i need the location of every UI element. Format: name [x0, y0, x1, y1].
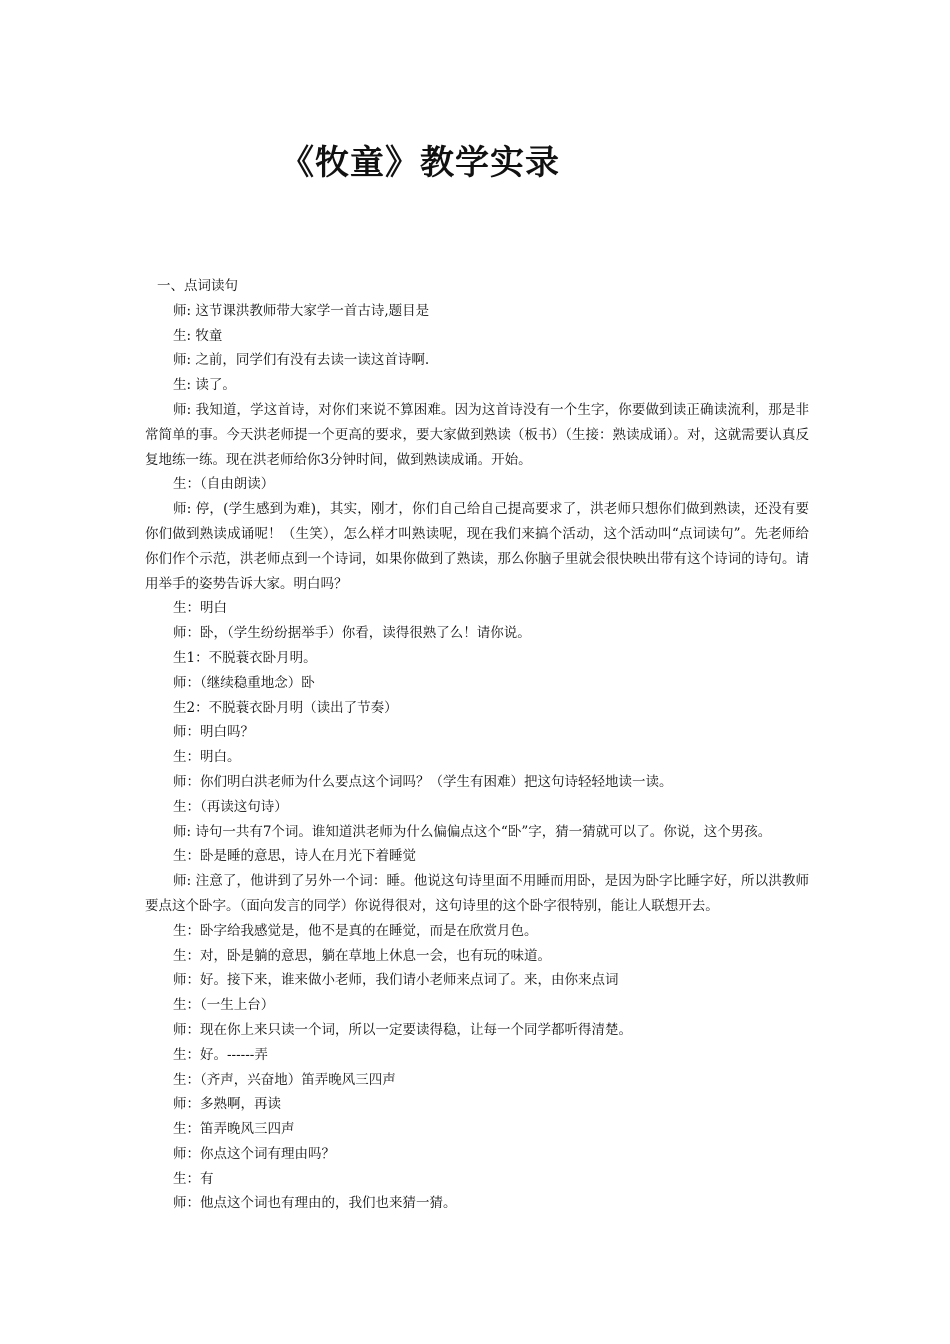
dialogue-paragraph: 生：好。------弄	[173, 1046, 268, 1063]
dialogue-paragraph: 生：卧字给我感觉是，他不是真的在睡觉，而是在欣赏月色。	[173, 922, 538, 939]
dialogue-paragraph: 师: 诗句一共有7个词。谁知道洪老师为什么偏偏点这个“卧”字，猜一猜就可以了。你说，这个男孩。	[173, 823, 772, 840]
document-body	[145, 274, 809, 1216]
dialogue-paragraph: 生：笛弄晚风三四声	[173, 1121, 295, 1138]
dialogue-paragraph: 师: 我知道，学这首诗，对你们来说不算困难。因为这首诗没有一个生字，你要做到读正确读流利，那是非常简单的事。今天洪老师提一个更高的要求，要大家做到熟读（板书）（生接：熟读成诵）。对，这就需要认真反复地练一练。现在洪老师给你3分钟时间，做到熟读成诵。开始。	[145, 401, 809, 468]
dialogue-paragraph: 生：（齐声，兴奋地）笛弄晚风三四声	[173, 1071, 396, 1088]
dialogue-paragraph: 师：现在你上来只读一个词，所以一定要读得稳，让每一个同学都听得清楚。	[173, 1021, 632, 1038]
document-title: 《牧童》教学实录	[280, 143, 560, 183]
dialogue-paragraph: 生：（自由朗读）	[173, 476, 275, 493]
dialogue-paragraph: 生：明白	[173, 600, 227, 617]
dialogue-paragraph: 生：对，卧是躺的意思，躺在草地上休息一会，也有玩的味道。	[173, 947, 551, 964]
dialogue-paragraph: 生1：不脱蓑衣卧月明。	[173, 649, 317, 666]
dialogue-paragraph: 师：多熟啊，再读	[173, 1096, 281, 1113]
dialogue-paragraph: 生：卧是睡的意思，诗人在月光下着睡觉	[173, 848, 416, 865]
section-heading: 一、点词读句	[157, 278, 238, 294]
dialogue-paragraph: 生：（一生上台）	[173, 997, 275, 1014]
dialogue-paragraph: 师：（继续稳重地念）卧	[173, 674, 315, 691]
dialogue-paragraph: 生: 牧童	[173, 327, 223, 344]
dialogue-paragraph: 师：你点这个词有理由吗？	[173, 1145, 335, 1162]
dialogue-paragraph: 师: 这节课洪教师带大家学一首古诗,题目是	[173, 302, 430, 319]
dialogue-paragraph: 生：（再读这句诗）	[173, 798, 288, 815]
dialogue-paragraph: 师：卧，（学生纷纷据举手）你看，读得很熟了么！请你说。	[173, 625, 531, 642]
dialogue-paragraph: 师: 注意了，他讲到了另外一个词：睡。他说这句诗里面不用睡而用卧，是因为卧字比睡字好，所以洪教师要点这个卧字。（面向发言的同学）你说得很对，这句诗里的这个卧字很特别，能让人联想开去。	[145, 873, 809, 914]
dialogue-paragraph: 师：他点这个词也有理由的，我们也来猜一猜。	[173, 1195, 457, 1212]
dialogue-paragraph: 生：有	[173, 1170, 214, 1187]
dialogue-paragraph: 师：你们明白洪老师为什么要点这个词吗？（学生有困难）把这句诗轻轻地读一读。	[173, 773, 673, 790]
dialogue-paragraph: 师：好。接下来，谁来做小老师，我们请小老师来点词了。来，由你来点词	[173, 972, 619, 989]
dialogue-paragraph: 生2：不脱蓑衣卧月明（读出了节奏）	[173, 699, 398, 716]
dialogue-paragraph: 师：明白吗？	[173, 724, 254, 741]
dialogue-paragraph: 生: 读了。	[173, 377, 236, 394]
dialogue-paragraph: 师: 之前，同学们有没有去读一读这首诗啊.	[173, 352, 430, 369]
dialogue-paragraph: 师: 停，(学生感到为难)，其实，刚才，你们自己给自己提高要求了，洪老师只想你们做到熟读，还没有要你们做到熟读成诵呢！（生笑），怎么样才叫熟读呢，现在我们来搞个活动，这个活动叫“点词读句”。先老师给你们作个示范，洪老师点到一个诗词，如果你做到了熟读，那么你脑子里就会很快映出带有这个诗词的诗句。请用举手的姿势告诉大家。明白吗？	[145, 501, 809, 592]
dialogue-paragraph: 生：明白。	[173, 749, 241, 766]
paragraph-list	[145, 299, 809, 1216]
